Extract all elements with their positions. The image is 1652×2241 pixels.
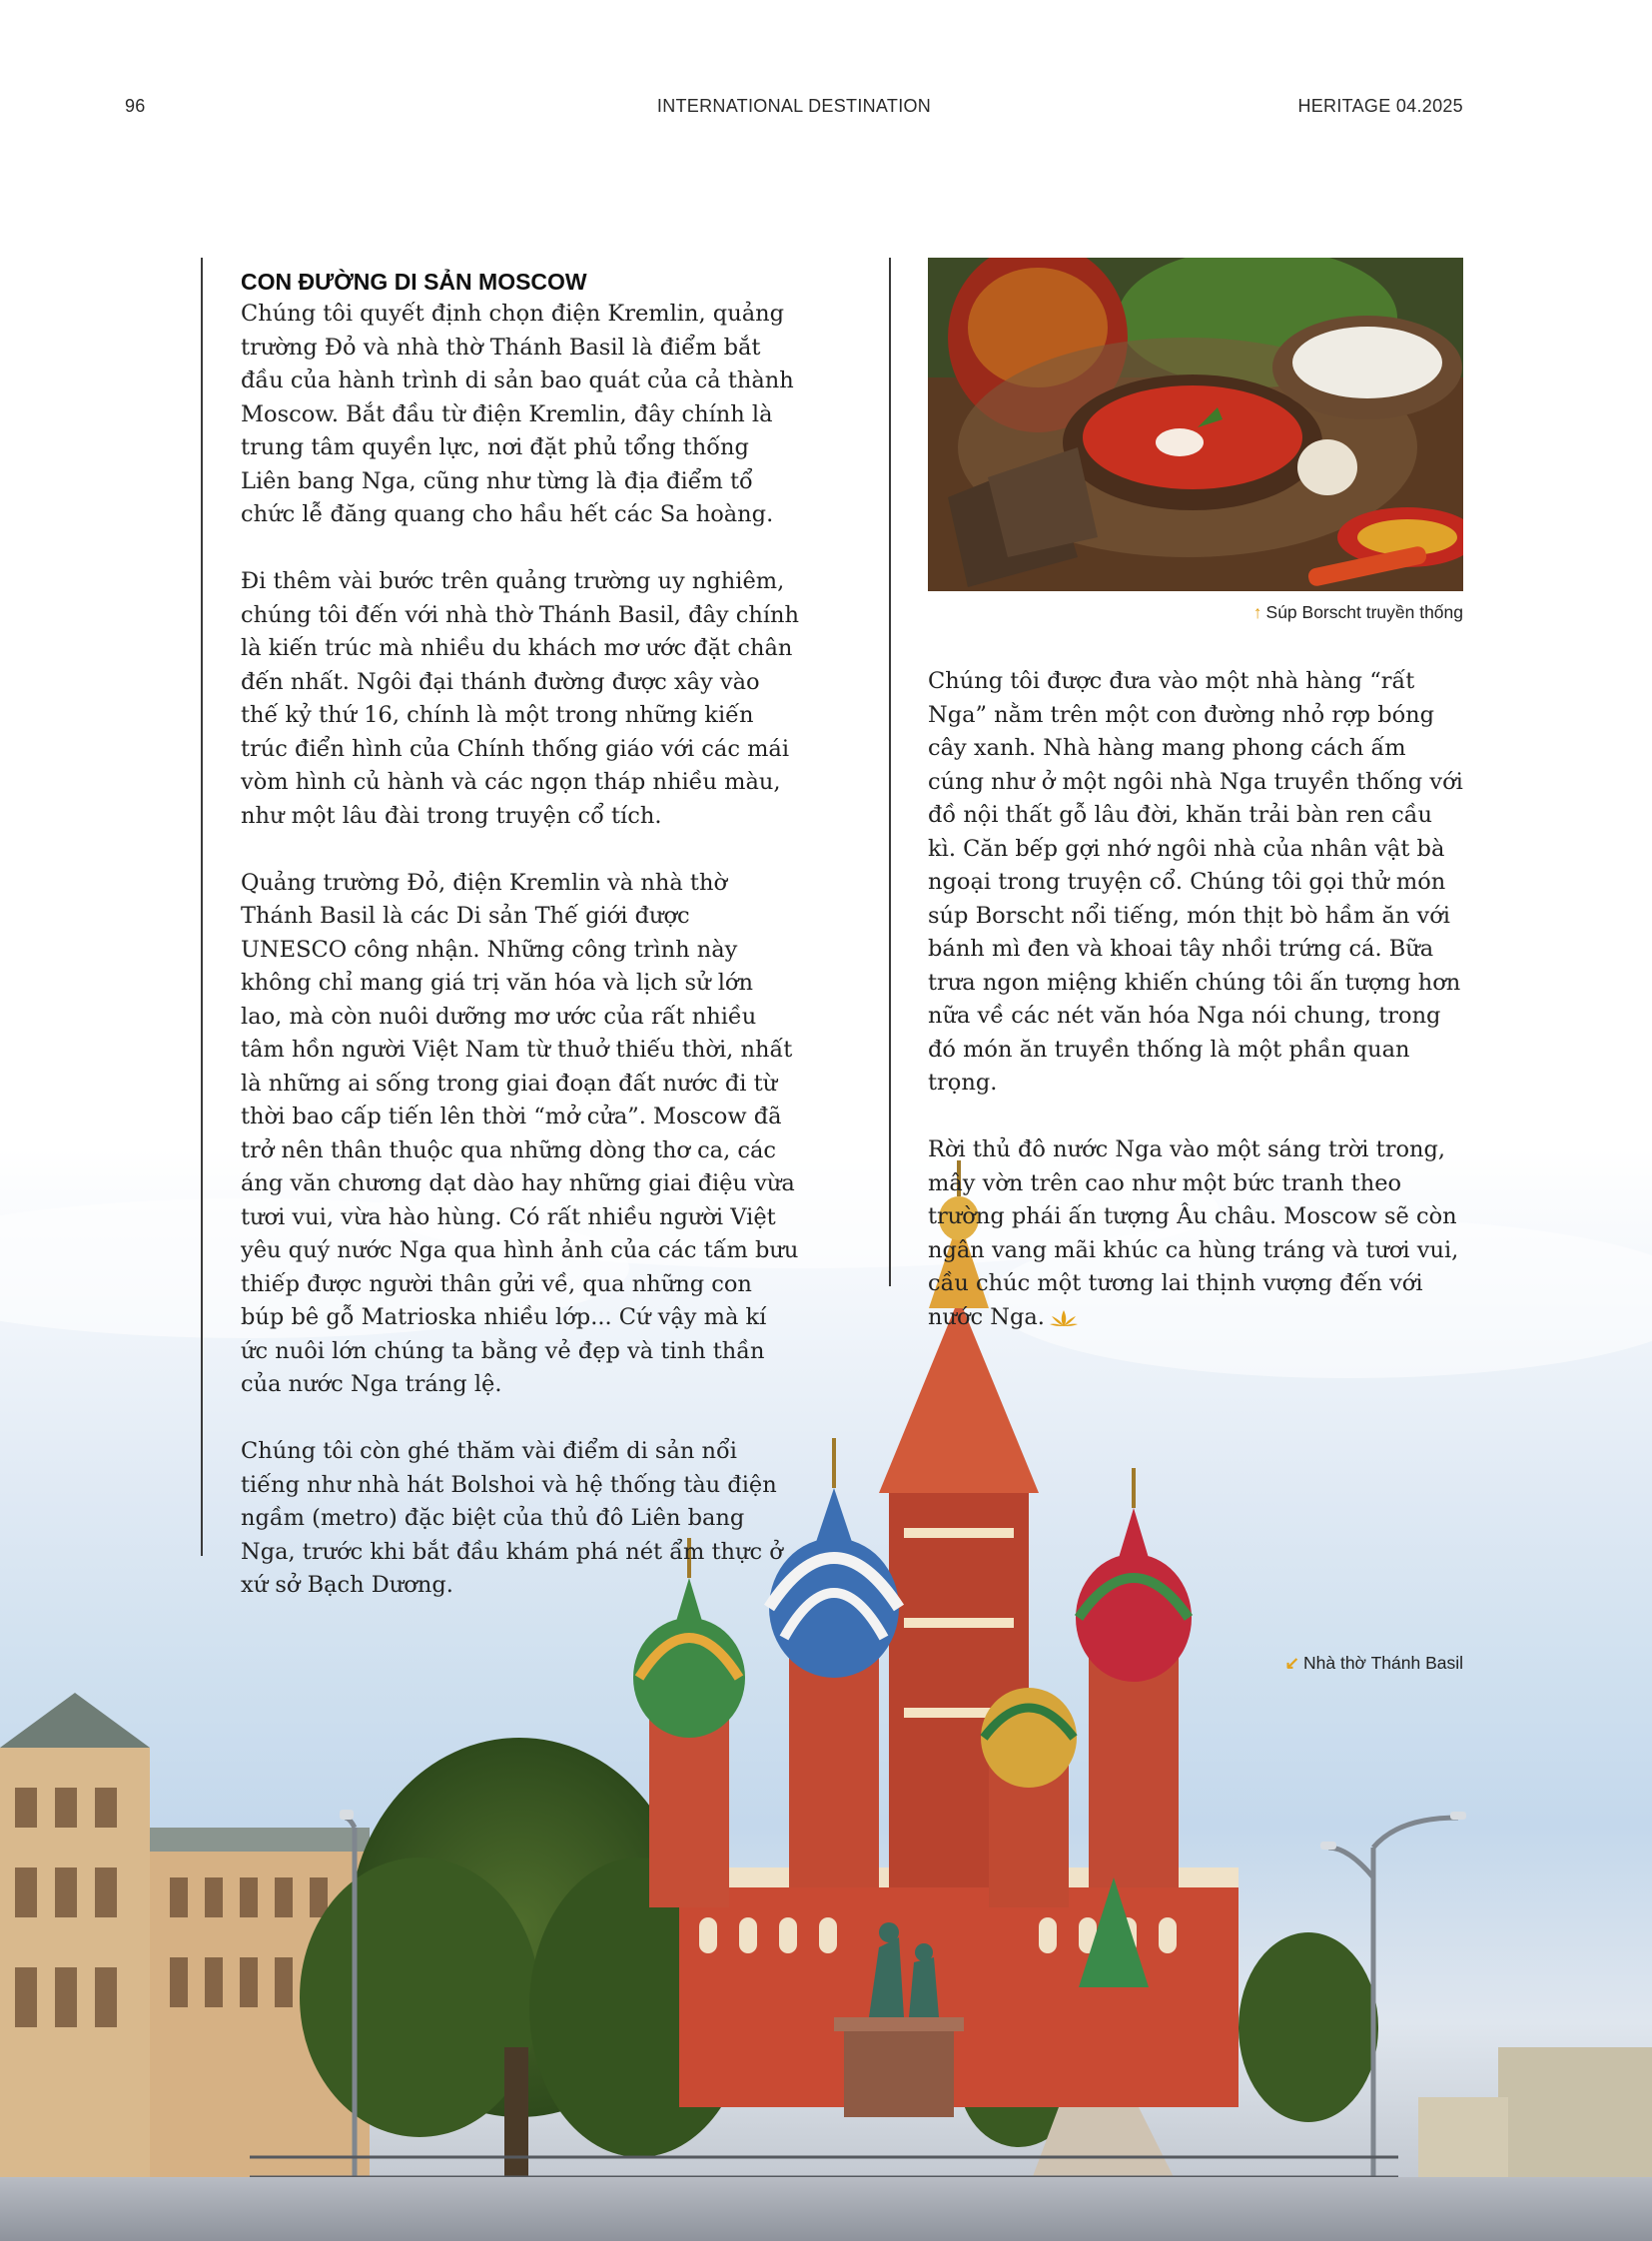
right-column [928, 665, 1467, 1334]
paragraph: Chúng tôi được đưa vào một nhà hàng “rất Nga” nằm trên một con đường nhỏ rợp bóng cây xanh. Nhà hàng mang phong cách ấm cúng như ở một ngôi nhà Nga truyền thống với đồ nội thất gỗ lâu đời, khăn trải bàn ren cầu kì. Căn bếp gợi nhớ ngôi nhà của nhân vật bà ngoại trong truyện cổ. Chúng tôi gọi thử món súp Borscht nổi tiếng, món thịt bò hầm ăn với bánh mì đen và khoai tây nhồi trứng cá. Bữa trưa ngon miệng khiến chúng tôi ấn tượng hơn nữa về các nét văn hóa Nga nói chung, trong đó món ăn truyền thống là một phần quan trọng. [928, 668, 1463, 1096]
paragraph: Chúng tôi quyết định chọn điện Kremlin, quảng trường Đỏ và nhà thờ Thánh Basil là điểm bắt đầu của hành trình di sản bao quát của cả thành Moscow. Bắt đầu từ điện Kremlin, đây chính là trung tâm quyền lực, nơi đặt phủ tổng thống Liên bang Nga, cũng như từng là địa điểm tổ chức lễ đăng quang cho hầu hết các Sa hoàng. [241, 301, 794, 527]
arrow-up-icon: ↑ [1252, 602, 1262, 622]
issue-label: HERITAGE 04.2025 [1297, 96, 1463, 116]
railing [250, 2157, 1398, 2177]
section-heading: CON ĐƯỜNG DI SẢN MOSCOW [241, 269, 587, 295]
cobblestone-square [0, 2177, 1652, 2241]
page-number: 96 [125, 96, 146, 116]
left-column [241, 266, 800, 1636]
cathedral-caption [1079, 1653, 1463, 1674]
borscht-caption [1079, 602, 1463, 623]
borscht-soup-photo [928, 258, 1463, 591]
paragraph: Quảng trường Đỏ, điện Kremlin và nhà thờ Thánh Basil là các Di sản Thế giới được UNESCO công nhận. Những công trình này không chỉ mang giá trị văn hóa và lịch sử lớn lao, mà còn nuôi dưỡng mơ ước của rất nhiều tâm hồn người Việt Nam từ thuở thiếu thời, nhất là những ai sống trong giai đoạn đất nước đi từ thời bao cấp tiến lên thời “mở cửa”. Moscow đã trở nên thân thuộc qua những dòng thơ ca, các áng văn chương dạt dào hay những giai điệu vừa tươi vui, vừa hào hùng. Có rất nhiều người Việt yêu quý nước Nga qua hình ảnh của các tấm bưu thiếp được người thân gửi về, qua những con búp bê gỗ Matrioska nhiều lớp... Cứ vậy mà kí ức nuôi lớn chúng ta bằng vẻ đẹp và tinh thần của nước Nga tráng lệ. [241, 869, 799, 1397]
distant-building [1498, 2047, 1652, 2187]
paragraph-final [928, 1133, 1467, 1334]
caption-text: Súp Borscht truyền thống [1265, 602, 1463, 622]
paragraph: Chúng tôi còn ghé thăm vài điểm di sản nổi tiếng như nhà hát Bolshoi và hệ thống tàu điện ngầm (metro) đặc biệt của thủ đô Liên bang Nga, trước khi bắt đầu khám phá nét ẩm thực ở xứ sở Bạch Dương. [241, 1438, 783, 1598]
arrow-down-left-icon: ↙ [1284, 1653, 1299, 1673]
left-column-rule [201, 258, 203, 1556]
caption-text: Nhà thờ Thánh Basil [1303, 1653, 1463, 1673]
paragraph: Đi thêm vài bước trên quảng trường uy nghiêm, chúng tôi đến với nhà thờ Thánh Basil, đây chính là kiến trúc mà nhiều du khách mơ ước đặt chân đến nhất. Ngôi đại thánh đường được xây vào thế kỷ thứ 16, chính là một trong những kiến trúc điển hình của Chính thống giáo với các mái vòm hình củ hành và các ngọn tháp nhiều màu, như một lâu đài trong truyện cổ tích. [241, 568, 800, 829]
right-column-rule [889, 258, 891, 1286]
paragraph-text: Rời thủ đô nước Nga vào một sáng trời trong, mây vờn trên cao như một bức tranh theo trường phái ấn tượng Âu châu. Moscow sẽ còn ngân vang mãi khúc ca hùng tráng và tươi vui, cầu chúc một tương lai thịnh vượng đến với nước Nga. [928, 1136, 1459, 1330]
section-title: INTERNATIONAL DESTINATION [656, 96, 932, 116]
lotus-end-icon [1049, 1308, 1079, 1328]
distant-building [1418, 2097, 1508, 2187]
